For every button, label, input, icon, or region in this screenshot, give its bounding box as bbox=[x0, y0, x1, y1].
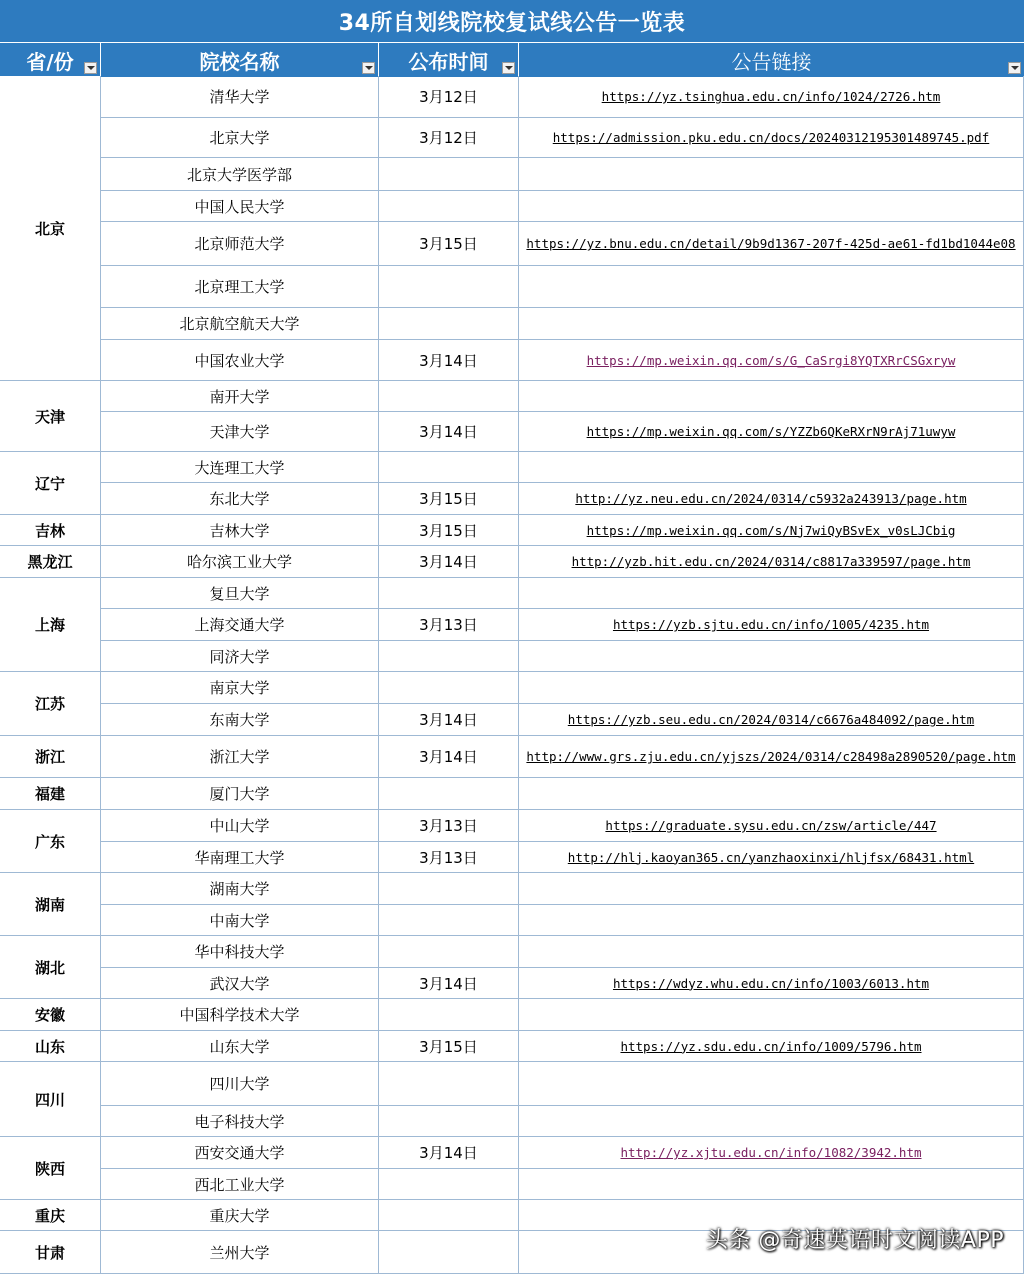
school-name-cell: 中国科学技术大学 bbox=[101, 999, 379, 1031]
publish-date-cell bbox=[379, 936, 519, 968]
publish-date-cell: 3月13日 bbox=[379, 609, 519, 641]
school-name-cell: 武汉大学 bbox=[101, 968, 379, 999]
school-name-cell: 北京大学 bbox=[101, 118, 379, 158]
announcement-link bbox=[519, 936, 1024, 968]
school-name-cell: 吉林大学 bbox=[101, 515, 379, 546]
province-cell: 上海 bbox=[0, 578, 101, 672]
publish-date-cell: 3月14日 bbox=[379, 340, 519, 381]
announcement-link[interactable]: https://yz.sdu.edu.cn/info/1009/5796.htm bbox=[519, 1031, 1024, 1062]
header-date bbox=[379, 43, 519, 77]
table-row bbox=[101, 191, 1024, 222]
publish-date-cell bbox=[379, 578, 519, 609]
announcement-link bbox=[519, 641, 1024, 672]
table-row bbox=[101, 158, 1024, 191]
header-link bbox=[519, 43, 1024, 77]
announcement-link bbox=[519, 1106, 1024, 1137]
school-name-cell: 兰州大学 bbox=[101, 1231, 379, 1274]
announcement-link bbox=[519, 266, 1024, 308]
table-row bbox=[101, 736, 1024, 778]
publish-date-cell: 3月13日 bbox=[379, 842, 519, 873]
table-row bbox=[101, 1031, 1024, 1062]
school-name-cell: 重庆大学 bbox=[101, 1200, 379, 1231]
publish-date-cell: 3月13日 bbox=[379, 810, 519, 842]
province-cell: 江苏 bbox=[0, 672, 101, 736]
province-cell: 安徽 bbox=[0, 999, 101, 1031]
province-cell: 湖北 bbox=[0, 936, 101, 999]
announcement-link[interactable]: https://mp.weixin.qq.com/s/G_CaSrgi8YQTXRrCSGxryw bbox=[519, 340, 1024, 381]
school-name-cell: 中山大学 bbox=[101, 810, 379, 842]
province-cell: 广东 bbox=[0, 810, 101, 873]
province-cell: 福建 bbox=[0, 778, 101, 810]
publish-date-cell: 3月15日 bbox=[379, 515, 519, 546]
table-row bbox=[101, 412, 1024, 452]
publish-date-cell: 3月12日 bbox=[379, 76, 519, 118]
filter-dropdown-icon[interactable] bbox=[502, 62, 515, 74]
school-name-cell: 哈尔滨工业大学 bbox=[101, 546, 379, 578]
table-row bbox=[101, 810, 1024, 842]
province-cell: 黑龙江 bbox=[0, 546, 101, 578]
announcement-link[interactable]: https://admission.pku.edu.cn/docs/20240312195301489745.pdf bbox=[519, 118, 1024, 158]
school-name-cell: 电子科技大学 bbox=[101, 1106, 379, 1137]
table-row bbox=[101, 1062, 1024, 1106]
school-name-cell: 同济大学 bbox=[101, 641, 379, 672]
publish-date-cell bbox=[379, 999, 519, 1031]
table-row bbox=[101, 873, 1024, 905]
province-cell: 浙江 bbox=[0, 736, 101, 778]
announcement-link[interactable]: https://yz.tsinghua.edu.cn/info/1024/2726.htm bbox=[519, 76, 1024, 118]
table-row bbox=[101, 609, 1024, 641]
province-cell: 北京 bbox=[0, 76, 101, 381]
school-name-cell: 华中科技大学 bbox=[101, 936, 379, 968]
announcement-link bbox=[519, 191, 1024, 222]
announcement-link bbox=[519, 381, 1024, 412]
table-row bbox=[101, 266, 1024, 308]
publish-date-cell: 3月12日 bbox=[379, 118, 519, 158]
header-row bbox=[0, 42, 1024, 77]
filter-dropdown-icon[interactable] bbox=[362, 62, 375, 74]
publish-date-cell: 3月14日 bbox=[379, 968, 519, 999]
table-row bbox=[101, 1137, 1024, 1169]
announcement-link[interactable]: https://mp.weixin.qq.com/s/Nj7wiQyBSvEx_v0sLJCbig bbox=[519, 515, 1024, 546]
publish-date-cell: 3月14日 bbox=[379, 704, 519, 736]
province-cell: 甘肃 bbox=[0, 1231, 101, 1274]
announcement-link[interactable]: http://hlj.kaoyan365.cn/yanzhaoxinxi/hljfsx/68431.html bbox=[519, 842, 1024, 873]
school-name-cell: 华南理工大学 bbox=[101, 842, 379, 873]
data-table bbox=[0, 76, 1024, 1276]
school-name-cell: 南京大学 bbox=[101, 672, 379, 704]
table-title: 34所自划线院校复试线公告一览表 bbox=[0, 0, 1024, 42]
table-row bbox=[101, 381, 1024, 412]
province-cell: 天津 bbox=[0, 381, 101, 452]
header-school bbox=[101, 43, 379, 77]
publish-date-cell bbox=[379, 1169, 519, 1200]
school-name-cell: 天津大学 bbox=[101, 412, 379, 452]
announcement-link bbox=[519, 999, 1024, 1031]
school-name-cell: 中国农业大学 bbox=[101, 340, 379, 381]
school-name-cell: 厦门大学 bbox=[101, 778, 379, 810]
table-row bbox=[101, 308, 1024, 340]
table-row bbox=[101, 641, 1024, 672]
announcement-link[interactable]: https://yzb.seu.edu.cn/2024/0314/c6676a484092/page.htm bbox=[519, 704, 1024, 736]
publish-date-cell: 3月14日 bbox=[379, 1137, 519, 1169]
publish-date-cell bbox=[379, 158, 519, 191]
school-name-cell: 湖南大学 bbox=[101, 873, 379, 905]
publish-date-cell bbox=[379, 1231, 519, 1274]
province-cell: 湖南 bbox=[0, 873, 101, 936]
publish-date-cell bbox=[379, 1106, 519, 1137]
school-name-cell: 南开大学 bbox=[101, 381, 379, 412]
table-row bbox=[101, 778, 1024, 810]
announcement-link bbox=[519, 158, 1024, 191]
publish-date-cell: 3月14日 bbox=[379, 412, 519, 452]
announcement-link[interactable]: http://yzb.hit.edu.cn/2024/0314/c8817a339597/page.htm bbox=[519, 546, 1024, 578]
table-row bbox=[101, 546, 1024, 578]
province-cell: 重庆 bbox=[0, 1200, 101, 1231]
province-cell: 山东 bbox=[0, 1031, 101, 1062]
table-row bbox=[101, 1106, 1024, 1137]
table-row bbox=[101, 483, 1024, 515]
table-row bbox=[101, 968, 1024, 999]
header-province bbox=[0, 43, 101, 77]
school-name-cell: 中南大学 bbox=[101, 905, 379, 936]
publish-date-cell bbox=[379, 308, 519, 340]
school-name-cell: 北京航空航天大学 bbox=[101, 308, 379, 340]
table-row bbox=[101, 936, 1024, 968]
school-name-cell: 大连理工大学 bbox=[101, 452, 379, 483]
watermark: 头条 @奇速英语时文阅读APP bbox=[705, 1228, 1004, 1253]
publish-date-cell: 3月15日 bbox=[379, 1031, 519, 1062]
publish-date-cell bbox=[379, 266, 519, 308]
province-cell: 陕西 bbox=[0, 1137, 101, 1200]
publish-date-cell bbox=[379, 672, 519, 704]
school-name-cell: 中国人民大学 bbox=[101, 191, 379, 222]
table-row bbox=[101, 999, 1024, 1031]
school-name-cell: 北京理工大学 bbox=[101, 266, 379, 308]
announcement-link bbox=[519, 1062, 1024, 1106]
province-cell: 辽宁 bbox=[0, 452, 101, 515]
announcement-link[interactable]: https://yzb.sjtu.edu.cn/info/1005/4235.htm bbox=[519, 609, 1024, 641]
table-row bbox=[101, 452, 1024, 483]
publish-date-cell: 3月14日 bbox=[379, 546, 519, 578]
province-cell: 吉林 bbox=[0, 515, 101, 546]
header-date-label: 公布时间 bbox=[408, 49, 489, 74]
school-name-cell: 浙江大学 bbox=[101, 736, 379, 778]
publish-date-cell bbox=[379, 873, 519, 905]
publish-date-cell bbox=[379, 641, 519, 672]
school-name-cell: 北京师范大学 bbox=[101, 222, 379, 266]
announcement-link bbox=[519, 1169, 1024, 1200]
filter-dropdown-icon[interactable] bbox=[1008, 62, 1021, 74]
table-row bbox=[101, 905, 1024, 936]
table-row bbox=[101, 578, 1024, 609]
header-link-label: 公告链接 bbox=[731, 49, 812, 74]
table-row bbox=[101, 515, 1024, 546]
publish-date-cell bbox=[379, 1062, 519, 1106]
table-row bbox=[101, 118, 1024, 158]
header-province-label: 省/份 bbox=[26, 49, 74, 74]
announcement-link[interactable]: http://yz.xjtu.edu.cn/info/1082/3942.htm bbox=[519, 1137, 1024, 1169]
school-name-cell: 东南大学 bbox=[101, 704, 379, 736]
school-name-cell: 东北大学 bbox=[101, 483, 379, 515]
publish-date-cell bbox=[379, 381, 519, 412]
school-name-cell: 西安交通大学 bbox=[101, 1137, 379, 1169]
publish-date-cell: 3月14日 bbox=[379, 736, 519, 778]
publish-date-cell: 3月15日 bbox=[379, 483, 519, 515]
announcement-link bbox=[519, 873, 1024, 905]
announcement-link[interactable]: https://mp.weixin.qq.com/s/YZZb6QKeRXrN9rAj71uwyw bbox=[519, 412, 1024, 452]
announcement-link[interactable]: https://graduate.sysu.edu.cn/zsw/article/447 bbox=[519, 810, 1024, 842]
table-row bbox=[101, 76, 1024, 118]
announcement-link bbox=[519, 578, 1024, 609]
school-name-cell: 四川大学 bbox=[101, 1062, 379, 1106]
table-row bbox=[101, 340, 1024, 381]
table-row bbox=[101, 704, 1024, 736]
publish-date-cell bbox=[379, 452, 519, 483]
school-name-cell: 复旦大学 bbox=[101, 578, 379, 609]
table-row bbox=[101, 842, 1024, 873]
publish-date-cell bbox=[379, 1200, 519, 1231]
announcement-link[interactable]: http://yz.neu.edu.cn/2024/0314/c5932a243913/page.htm bbox=[519, 483, 1024, 515]
province-cell: 四川 bbox=[0, 1062, 101, 1137]
header-school-label: 院校名称 bbox=[199, 49, 280, 74]
announcement-link[interactable]: https://wdyz.whu.edu.cn/info/1003/6013.htm bbox=[519, 968, 1024, 999]
publish-date-cell: 3月15日 bbox=[379, 222, 519, 266]
announcement-link bbox=[519, 778, 1024, 810]
school-name-cell: 山东大学 bbox=[101, 1031, 379, 1062]
announcement-link[interactable]: http://www.grs.zju.edu.cn/yjszs/2024/0314/c28498a2890520/page.htm bbox=[519, 736, 1024, 778]
announcement-link bbox=[519, 672, 1024, 704]
announcement-link bbox=[519, 452, 1024, 483]
announcement-link bbox=[519, 905, 1024, 936]
announcement-link bbox=[519, 308, 1024, 340]
announcement-link[interactable]: https://yz.bnu.edu.cn/detail/9b9d1367-207f-425d-ae61-fd1bd1044e08 bbox=[519, 222, 1024, 266]
table-row bbox=[101, 672, 1024, 704]
school-name-cell: 上海交通大学 bbox=[101, 609, 379, 641]
publish-date-cell bbox=[379, 191, 519, 222]
table-row bbox=[101, 222, 1024, 266]
table-row bbox=[101, 1169, 1024, 1200]
publish-date-cell bbox=[379, 905, 519, 936]
filter-dropdown-icon[interactable] bbox=[84, 62, 97, 74]
school-name-cell: 清华大学 bbox=[101, 76, 379, 118]
school-name-cell: 西北工业大学 bbox=[101, 1169, 379, 1200]
publish-date-cell bbox=[379, 778, 519, 810]
school-name-cell: 北京大学医学部 bbox=[101, 158, 379, 191]
